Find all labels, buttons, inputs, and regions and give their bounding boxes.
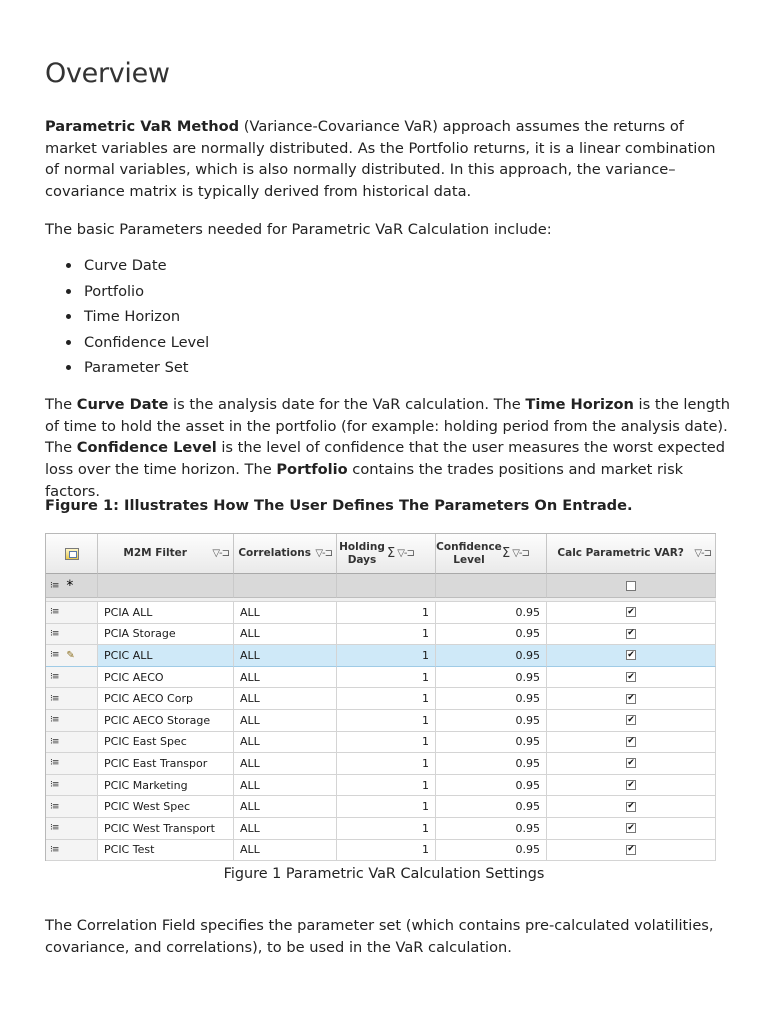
- confidence-level-cell[interactable]: 0.95: [436, 840, 547, 861]
- confidence-level-cell[interactable]: 0.95: [436, 753, 547, 775]
- correlations-cell[interactable]: ALL: [234, 775, 337, 797]
- confidence-level-cell[interactable]: 0.95: [436, 602, 547, 624]
- row-indicator-icon: ⁝≡: [50, 607, 59, 618]
- table-row[interactable]: [46, 667, 716, 689]
- row-selector[interactable]: [46, 753, 98, 775]
- row-indicator-icon: ⁝≡: [50, 780, 59, 791]
- editing-pencil-icon: ✎: [66, 649, 75, 661]
- list-item: Parameter Set: [45, 357, 209, 383]
- closing-paragraph: The Correlation Field specifies the parameter set (which contains pre-calculated volatilities, covariance, and correlations), to be used in the VaR calculation.: [45, 917, 714, 956]
- new-row[interactable]: [46, 574, 716, 598]
- calc-var-cell[interactable]: [547, 796, 716, 818]
- calc-var-checkbox[interactable]: ✔: [627, 628, 635, 639]
- correlations-cell[interactable]: ALL: [234, 753, 337, 775]
- list-item: Time Horizon: [45, 306, 209, 332]
- term-portfolio: Portfolio: [276, 461, 348, 479]
- term-time-horizon: Time Horizon: [525, 396, 634, 413]
- sum-icon[interactable]: Σ: [387, 546, 396, 561]
- row-selector[interactable]: [46, 688, 98, 710]
- m2m-filter-cell[interactable]: PCIC Marketing: [98, 775, 234, 797]
- holding-days-cell[interactable]: 1: [337, 732, 436, 754]
- list-item: Portfolio: [45, 281, 209, 307]
- m2m-filter-cell[interactable]: PCIC East Transpor: [98, 753, 234, 775]
- row-selector[interactable]: [46, 732, 98, 754]
- header-calc-parametric-var[interactable]: [547, 534, 716, 574]
- filter-pin-icon[interactable]: ▽-⊐: [212, 548, 229, 559]
- correlations-cell[interactable]: ALL: [234, 602, 337, 624]
- new-row-star-icon: *: [66, 577, 74, 594]
- row-indicator-icon: ⁝≡: [50, 844, 59, 855]
- calc-var-cell[interactable]: [547, 710, 716, 732]
- calc-var-checkbox[interactable]: ✔: [627, 714, 635, 725]
- m2m-filter-cell[interactable]: PCIC East Spec: [98, 732, 234, 754]
- header-holding-days[interactable]: [337, 534, 436, 574]
- calc-var-checkbox[interactable]: ✔: [627, 844, 635, 855]
- row-selector[interactable]: [46, 818, 98, 840]
- table-row[interactable]: [46, 688, 716, 710]
- header-label: Holding Days: [339, 540, 385, 566]
- calc-var-checkbox[interactable]: ✔: [627, 649, 635, 660]
- row-indicator-icon: ⁝≡: [50, 580, 59, 591]
- confidence-level-cell[interactable]: 0.95: [436, 818, 547, 840]
- calc-var-checkbox[interactable]: ✔: [627, 606, 635, 617]
- row-indicator-icon: ⁝≡: [50, 715, 59, 726]
- header-label: Confidence Level: [436, 540, 502, 566]
- calc-var-cell[interactable]: [547, 775, 716, 797]
- calc-var-checkbox[interactable]: ✔: [627, 736, 635, 747]
- correlations-cell[interactable]: ALL: [234, 710, 337, 732]
- grid-header: [46, 534, 716, 574]
- new-row-cell[interactable]: [436, 574, 547, 598]
- intro-text: (Variance-Covariance VaR) approach assumes the returns of market variables are normally distributed. As the Portfolio returns, it is a linear combination of normal variables, which is also normally distributed. In this approach, the variance–covariance matrix is typically derived from historical data.: [45, 118, 716, 201]
- table-row[interactable]: [46, 796, 716, 818]
- parameters-grid: [45, 533, 716, 861]
- filter-pin-icon[interactable]: ▽-⊐: [694, 548, 711, 559]
- holding-days-cell[interactable]: 1: [337, 775, 436, 797]
- intro-term: Parametric VaR Method: [45, 118, 240, 135]
- definitions-text: is the analysis date for the VaR calculation. The: [168, 396, 526, 413]
- header-confidence-level[interactable]: [436, 534, 547, 574]
- table-row[interactable]: [46, 775, 716, 797]
- m2m-filter-cell[interactable]: PCIC AECO: [98, 667, 234, 689]
- filter-pin-icon[interactable]: ▽-⊐: [397, 548, 414, 559]
- row-selector[interactable]: [46, 602, 98, 624]
- confidence-level-cell[interactable]: 0.95: [436, 688, 547, 710]
- edit-columns-icon: [65, 548, 79, 560]
- calc-var-cell[interactable]: [547, 624, 716, 646]
- holding-days-cell[interactable]: 1: [337, 818, 436, 840]
- row-selector[interactable]: [46, 775, 98, 797]
- m2m-filter-cell[interactable]: PCIC West Spec: [98, 796, 234, 818]
- holding-days-cell[interactable]: 1: [337, 645, 436, 667]
- correlations-cell[interactable]: ALL: [234, 732, 337, 754]
- correlations-cell[interactable]: ALL: [234, 645, 337, 667]
- header-label: M2M Filter: [123, 547, 187, 559]
- calc-var-checkbox[interactable]: ✔: [627, 757, 635, 768]
- grid-body: [46, 602, 716, 861]
- row-selector[interactable]: [46, 624, 98, 646]
- row-indicator-icon: ⁝≡: [50, 650, 59, 661]
- calc-var-checkbox[interactable]: ✔: [627, 779, 635, 790]
- m2m-filter-cell[interactable]: PCIA Storage: [98, 624, 234, 646]
- list-item: Confidence Level: [45, 332, 209, 358]
- m2m-filter-cell[interactable]: PCIA ALL: [98, 602, 234, 624]
- term-confidence-level: Confidence Level: [76, 439, 217, 457]
- row-selector[interactable]: [46, 710, 98, 732]
- calc-var-checkbox[interactable]: ✔: [627, 693, 635, 704]
- row-indicator-icon: ⁝≡: [50, 823, 59, 834]
- calc-var-checkbox[interactable]: ✔: [627, 801, 635, 812]
- header-label: Correlations: [238, 547, 311, 559]
- calc-var-checkbox[interactable]: ✔: [627, 822, 635, 833]
- figure-caption: Figure 1 Parametric VaR Calculation Settings: [223, 866, 545, 882]
- row-selector[interactable]: [46, 796, 98, 818]
- holding-days-cell[interactable]: 1: [337, 710, 436, 732]
- row-selector[interactable]: [46, 645, 98, 667]
- confidence-level-cell[interactable]: 0.95: [436, 732, 547, 754]
- correlations-cell[interactable]: ALL: [234, 624, 337, 646]
- figure-title: Figure 1: Illustrates How The User Defines The Parameters On Entrade.: [45, 497, 633, 514]
- new-row-checkbox-cell[interactable]: [547, 574, 716, 598]
- table-row[interactable]: [46, 624, 716, 646]
- m2m-filter-cell[interactable]: PCIC AECO Corp: [98, 688, 234, 710]
- new-row-cell[interactable]: [234, 574, 337, 598]
- row-selector[interactable]: [46, 667, 98, 689]
- calc-var-cell[interactable]: [547, 818, 716, 840]
- definitions-text: is the length of time to hold the asset in the portfolio (for example: holding period from the analysis date). The: [45, 396, 730, 457]
- m2m-filter-cell[interactable]: PCIC Test: [98, 840, 234, 861]
- filter-pin-icon[interactable]: ▽-⊐: [315, 548, 332, 559]
- row-indicator-icon: ⁝≡: [50, 736, 59, 747]
- definitions-text: The: [45, 396, 77, 413]
- new-row-cell[interactable]: [98, 574, 234, 598]
- m2m-filter-cell[interactable]: PCIC West Transport: [98, 818, 234, 840]
- definitions-text: contains the trades positions and market risk factors.: [45, 461, 684, 500]
- correlations-cell[interactable]: ALL: [234, 688, 337, 710]
- table-row[interactable]: [46, 602, 716, 624]
- holding-days-cell[interactable]: 1: [337, 624, 436, 646]
- correlations-cell[interactable]: ALL: [234, 667, 337, 689]
- holding-days-cell[interactable]: 1: [337, 840, 436, 861]
- row-selector[interactable]: [46, 840, 98, 861]
- table-row[interactable]: [46, 732, 716, 754]
- correlations-cell[interactable]: ALL: [234, 818, 337, 840]
- definitions-text: is the level of confidence that the user measures the worst expected loss over the time horizon. The: [45, 439, 726, 479]
- holding-days-cell[interactable]: 1: [337, 667, 436, 689]
- term-curve-date: Curve Date: [76, 396, 169, 413]
- list-item: Curve Date: [45, 255, 209, 281]
- calc-var-cell[interactable]: [547, 753, 716, 775]
- definitions-paragraph: [45, 394, 733, 503]
- holding-days-cell[interactable]: 1: [337, 796, 436, 818]
- params-intro: The basic Parameters needed for Parametric VaR Calculation include:: [45, 221, 552, 238]
- confidence-level-cell[interactable]: 0.95: [436, 775, 547, 797]
- row-indicator-icon: ⁝≡: [50, 693, 59, 704]
- m2m-filter-cell[interactable]: PCIC AECO Storage: [98, 710, 234, 732]
- confidence-level-cell[interactable]: 0.95: [436, 667, 547, 689]
- intro-paragraph: [45, 116, 733, 203]
- calc-var-cell[interactable]: [547, 602, 716, 624]
- header-correlations[interactable]: [234, 534, 337, 574]
- new-row-cell[interactable]: [337, 574, 436, 598]
- row-indicator-icon: ⁝≡: [50, 758, 59, 769]
- m2m-filter-cell[interactable]: PCIC ALL: [98, 645, 234, 667]
- header-label: Calc Parametric VAR?: [557, 547, 684, 559]
- new-row-selector[interactable]: [46, 574, 98, 598]
- table-row[interactable]: [46, 818, 716, 840]
- row-indicator-icon: ⁝≡: [50, 628, 59, 639]
- column-chooser-button[interactable]: [46, 534, 98, 574]
- new-row-checkbox[interactable]: [626, 581, 636, 591]
- confidence-level-cell[interactable]: 0.95: [436, 710, 547, 732]
- calc-var-cell[interactable]: [547, 840, 716, 861]
- holding-days-cell[interactable]: 1: [337, 688, 436, 710]
- correlations-cell[interactable]: ALL: [234, 796, 337, 818]
- table-row[interactable]: [46, 710, 716, 732]
- calc-var-cell[interactable]: [547, 688, 716, 710]
- header-m2m-filter[interactable]: [98, 534, 234, 574]
- calc-var-cell[interactable]: [547, 732, 716, 754]
- table-row[interactable]: [46, 840, 716, 861]
- holding-days-cell[interactable]: 1: [337, 753, 436, 775]
- confidence-level-cell[interactable]: 0.95: [436, 796, 547, 818]
- confidence-level-cell[interactable]: 0.95: [436, 624, 547, 646]
- confidence-level-cell[interactable]: 0.95: [436, 645, 547, 667]
- calc-var-checkbox[interactable]: ✔: [627, 671, 635, 682]
- row-indicator-icon: ⁝≡: [50, 801, 59, 812]
- table-row[interactable]: [46, 645, 716, 667]
- holding-days-cell[interactable]: 1: [337, 602, 436, 624]
- table-row[interactable]: [46, 753, 716, 775]
- row-indicator-icon: ⁝≡: [50, 672, 59, 683]
- correlations-cell[interactable]: ALL: [234, 840, 337, 861]
- calc-var-cell[interactable]: [547, 667, 716, 689]
- page-title: Overview: [45, 58, 170, 89]
- filter-pin-icon[interactable]: ▽-⊐: [512, 548, 529, 559]
- calc-var-cell[interactable]: [547, 645, 716, 667]
- parameter-list: [45, 255, 209, 383]
- sum-icon[interactable]: Σ: [502, 546, 511, 561]
